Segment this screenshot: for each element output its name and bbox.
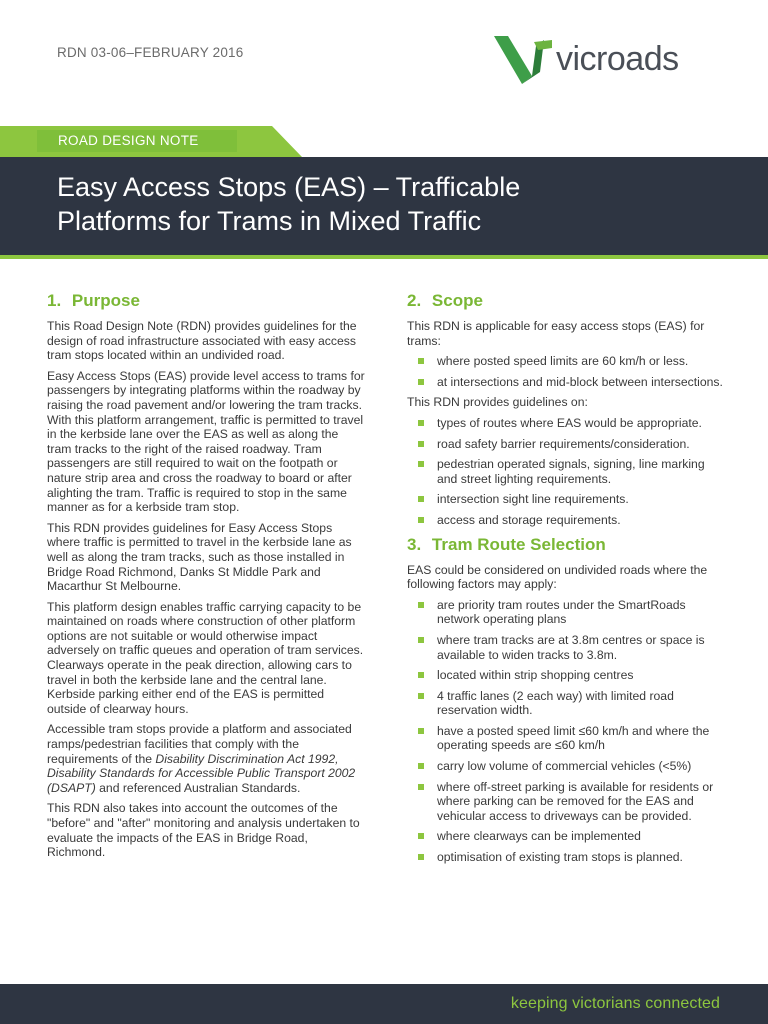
bullet-square-icon — [418, 517, 424, 523]
bullet-square-icon — [418, 496, 424, 502]
left-column — [47, 290, 365, 866]
bullet-square-icon — [418, 461, 424, 467]
list-item-text: types of routes where EAS would be appropriate. — [437, 415, 702, 430]
purpose-heading — [47, 290, 365, 312]
title-line-2: Platforms for Trams in Mixed Traffic — [57, 206, 482, 236]
list-item-text: where tram tracks are at 3.8m centres or space is available to widen tracks to 3.8m. — [437, 632, 705, 662]
document-type-tag: ROAD DESIGN NOTE — [58, 133, 199, 148]
scope-intro: This RDN is applicable for easy access stops (EAS) for trams: — [407, 319, 705, 348]
purpose-paragraph-6: This RDN also takes into account the outcomes of the "before" and "after" monitoring and analysis undertaken to evaluate the impacts of the EAS in Bridge Road, Richmond. — [47, 801, 360, 860]
scope-number: 2. — [407, 291, 422, 310]
title-line-1: Easy Access Stops (EAS) – Trafficable — [57, 172, 521, 202]
bullet-square-icon — [418, 763, 424, 769]
list-item-text: located within strip shopping centres — [437, 668, 634, 683]
list-item-text: optimisation of existing tram stops is planned. — [437, 850, 683, 865]
list-item — [407, 375, 727, 390]
purpose-paragraph-4: This platform design enables traffic carrying capacity to be maintained on roads where construction of other platform options are not suitable or would otherwise impact adversely on traffic queues and operation of tram services. Clearways operate in the peak direction, allowing cars to travel in both the kerbside lane and the central lane. Kerbside parking either end of the EAS is permitted outside of clearway hours. — [47, 599, 364, 716]
logo-wordmark: vicroads — [556, 40, 679, 78]
list-item-text: intersection sight line requirements. — [437, 492, 629, 507]
footer-band — [0, 984, 768, 1024]
scope-guidelines-intro: This RDN provides guidelines on: — [407, 395, 588, 410]
list-item-text: access and storage requirements. — [437, 512, 621, 527]
vicroads-logo — [492, 32, 732, 88]
list-item-text: have a posted speed limit ≤60 km/h and where the operating speeds are ≤60 km/h — [437, 723, 710, 753]
bullet-square-icon — [418, 379, 424, 385]
bullet-square-icon — [418, 672, 424, 678]
route-selection-intro: EAS could be considered on undivided roads where the following factors may apply: — [407, 562, 708, 592]
right-column — [407, 290, 727, 871]
list-item — [407, 598, 727, 627]
list-item-text: pedestrian operated signals, signing, line marking and street lighting requirements. — [437, 457, 705, 486]
bullet-square-icon — [418, 358, 424, 364]
list-item — [407, 829, 727, 844]
list-item-text: where off-street parking is available for residents or where parking can be removed for the EAS and vehicular access to driveways can be provided. — [437, 779, 714, 823]
purpose-paragraph-5 — [47, 722, 365, 795]
list-item — [407, 354, 727, 369]
list-item — [407, 457, 727, 486]
footer-tagline: keeping victorians connected — [510, 995, 720, 1012]
bullet-square-icon — [418, 637, 424, 643]
list-item-text: where clearways can be implemented — [437, 829, 641, 844]
list-item-text: 4 traffic lanes (2 each way) with limited road reservation width. — [437, 688, 674, 718]
list-item — [407, 668, 727, 683]
scope-applies-list — [407, 354, 727, 389]
legislation-reference: Disability Discrimination Act 1992, Disability Standards for Accessible Public Transport 2002 (DSAPT) — [47, 751, 356, 795]
purpose-p5-start: Accessible tram stops provide a platform and associated ramps/pedestrian facilities that comply with the requirements of the — [47, 722, 352, 766]
bullet-square-icon — [418, 854, 424, 860]
title-underline — [0, 255, 768, 259]
list-item — [407, 689, 727, 718]
route-selection-number: 3. — [407, 534, 422, 554]
list-item-text: carry low volume of commercial vehicles (<5%) — [437, 759, 692, 774]
scope-title: Scope — [431, 291, 483, 310]
document-title — [57, 170, 737, 238]
bullet-square-icon — [418, 420, 424, 426]
bullet-square-icon — [418, 833, 424, 839]
route-selection-heading — [407, 534, 727, 556]
list-item — [407, 513, 727, 528]
list-item — [407, 724, 727, 753]
purpose-paragraph-2: Easy Access Stops (EAS) provide level access to trams for passengers by integrating platforms within the roadway by raising the road pavement and/or lowering the tram tracks. With this platform arrangement, traffic is permitted to travel in the kerbside lane over the EAS as well as along the tram tracks to the right of the raised roadway. Tram passengers are still required to wait on the footpath or nature strip area and cross the roadway to board or after alighting the tram. Traffic is required to stop in the same manner as for a kerbside tram stop. — [47, 368, 365, 515]
bullet-square-icon — [418, 693, 424, 699]
route-selection-title: Tram Route Selection — [431, 534, 606, 554]
list-item-text: road safety barrier requirements/consideration. — [437, 436, 690, 451]
list-item — [407, 780, 727, 824]
purpose-title: Purpose — [71, 291, 140, 310]
bullet-square-icon — [418, 602, 424, 608]
list-item — [407, 492, 727, 507]
list-item — [407, 633, 727, 662]
list-item-text: where posted speed limits are 60 km/h or less. — [437, 354, 689, 369]
bullet-square-icon — [418, 441, 424, 447]
list-item — [407, 850, 727, 865]
bullet-square-icon — [418, 728, 424, 734]
scope-heading — [407, 290, 727, 312]
purpose-p5-end: and referenced Australian Standards. — [95, 780, 301, 795]
list-item — [407, 416, 727, 431]
list-item — [407, 437, 727, 452]
scope-guidelines-list — [407, 416, 727, 528]
vicroads-chevron-icon — [492, 32, 556, 88]
route-selection-list — [407, 598, 727, 865]
document-reference: RDN 03-06–FEBRUARY 2016 — [57, 45, 244, 60]
list-item-text: at intersections and mid-block between intersections. — [437, 374, 723, 389]
purpose-paragraph-3: This RDN provides guidelines for Easy Access Stops where traffic is permitted to travel in the kerbside lane as well as along the tram tracks, such as those installed in Bridge Road Richmond, Danks St Middle Park and Macarthur St Melbourne. — [47, 520, 352, 594]
purpose-number: 1. — [47, 291, 62, 310]
list-item — [407, 759, 727, 774]
bullet-square-icon — [418, 784, 424, 790]
list-item-text: are priority tram routes under the SmartRoads network operating plans — [437, 597, 686, 627]
purpose-paragraph-1: This Road Design Note (RDN) provides guidelines for the design of road infrastructure associated with easy access tram stops located within an undivided road. — [47, 319, 357, 363]
